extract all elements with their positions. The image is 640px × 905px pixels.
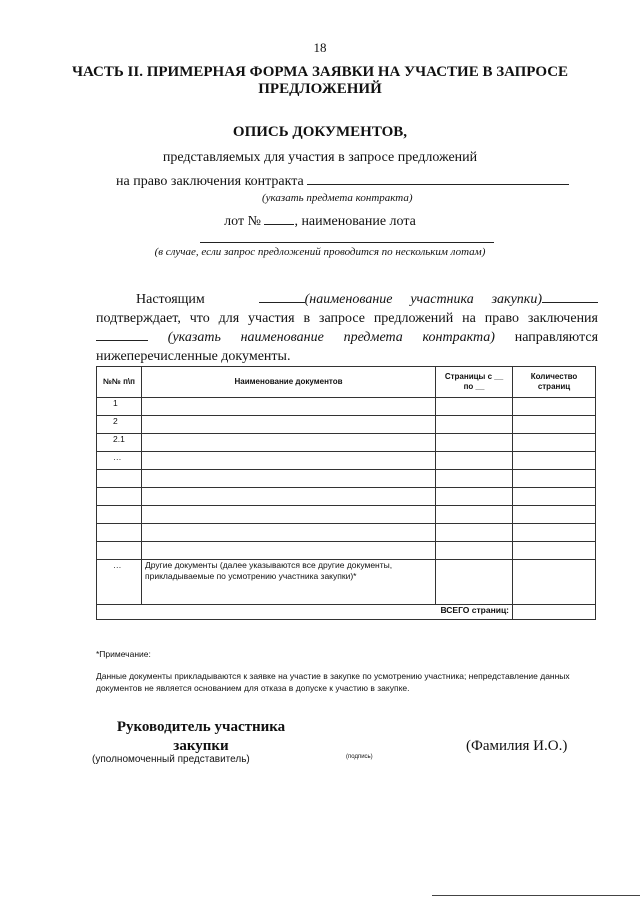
- contract-subject-blank[interactable]: [307, 172, 569, 185]
- doc-name-cell[interactable]: [142, 506, 436, 524]
- lot-line: [0, 212, 640, 230]
- lot-name-rule: [200, 242, 494, 243]
- table-row: [97, 542, 596, 560]
- part-title-line2: ПРЕДЛОЖЕНИЙ: [258, 81, 382, 97]
- pages-cell[interactable]: [436, 452, 513, 470]
- contract-line: [116, 172, 569, 190]
- doc-name-cell[interactable]: [142, 416, 436, 434]
- total-count-cell[interactable]: [513, 605, 596, 620]
- table-row: [97, 398, 596, 416]
- pages-cell[interactable]: [436, 488, 513, 506]
- pages-cell[interactable]: [436, 434, 513, 452]
- signatory-name: (Фамилия И.О.): [466, 738, 568, 754]
- table-row: [97, 452, 596, 470]
- col-header-number: №№ п\п: [97, 367, 142, 398]
- table-total-row: [97, 605, 596, 620]
- note-heading: *Примечание:: [96, 649, 151, 659]
- lot-prefix: лот №: [224, 214, 261, 229]
- part-title: [0, 64, 640, 98]
- document-title: ОПИСЬ ДОКУМЕНТОВ,: [232, 124, 408, 140]
- count-cell[interactable]: [513, 398, 596, 416]
- doc-name-cell[interactable]: [142, 524, 436, 542]
- total-label: ВСЕГО страниц:: [97, 605, 513, 620]
- confirmation-paragraph: [96, 290, 598, 366]
- row-number: [97, 524, 142, 542]
- other-documents-cell: Другие документы (далее указываются все другие документы, прикладываемые по усмотрению участника закупки)*: [142, 560, 436, 605]
- table-row-other-documents: [97, 560, 596, 605]
- documents-table: [96, 366, 596, 620]
- document-subtitle: представляемых для участия в запросе предложений: [162, 150, 478, 165]
- count-cell[interactable]: [513, 452, 596, 470]
- count-cell[interactable]: [513, 470, 596, 488]
- contract-prefix: на право заключения контракта: [116, 174, 304, 189]
- col-header-pages: Страницы с __ по __: [436, 367, 513, 398]
- doc-name-cell[interactable]: [142, 542, 436, 560]
- pages-cell[interactable]: [436, 506, 513, 524]
- doc-name-cell[interactable]: [142, 398, 436, 416]
- row-number: 2: [97, 416, 142, 434]
- bottom-rule: [432, 895, 640, 896]
- lot-number-blank[interactable]: [264, 212, 294, 225]
- table-row: [97, 488, 596, 506]
- signature-hint: (подпись): [346, 754, 373, 760]
- pages-cell[interactable]: [436, 470, 513, 488]
- row-number: 1: [97, 398, 142, 416]
- participant-blank[interactable]: [259, 290, 305, 303]
- col-header-count: Количество страниц: [513, 367, 596, 398]
- para-p3: подтверждает, что для участия в запросе предложений на право заключения: [96, 311, 598, 326]
- count-cell[interactable]: [513, 524, 596, 542]
- page-number: 18: [313, 40, 327, 55]
- row-number: [97, 488, 142, 506]
- signatory-title: Руководитель участника закупки: [116, 719, 286, 754]
- para-p2: (наименование участника закупки): [304, 292, 542, 307]
- count-cell[interactable]: [513, 488, 596, 506]
- count-cell[interactable]: [513, 416, 596, 434]
- participant-blank-end[interactable]: [542, 290, 598, 303]
- doc-name-cell[interactable]: [142, 488, 436, 506]
- note-text: Данные документы прикладываются к заявке на участие в закупке по усмотрению участника; непредставление данных документов не является основанием для отказа в допуске к участию в закупке.: [96, 671, 570, 693]
- row-number: [97, 506, 142, 524]
- signatory-subtitle: (уполномоченный представитель): [92, 754, 250, 765]
- table-row: [97, 524, 596, 542]
- pages-cell[interactable]: [436, 398, 513, 416]
- row-number: …: [97, 560, 142, 605]
- doc-name-cell[interactable]: [142, 452, 436, 470]
- doc-name-cell[interactable]: [142, 434, 436, 452]
- contract-hint: (указать предмета контракта): [262, 192, 413, 204]
- row-number: [97, 470, 142, 488]
- lot-hint: (в случае, если запрос предложений проводится по нескольким лотам): [154, 246, 486, 258]
- table-header-row: [97, 367, 596, 398]
- para-p5: направляются нижеперечисленные документы.: [96, 330, 599, 364]
- part-title-line1: ЧАСТЬ II. ПРИМЕРНАЯ ФОРМА ЗАЯВКИ НА УЧАСТИЕ В ЗАПРОСЕ: [71, 64, 569, 80]
- contract-subject-blank-2[interactable]: [96, 328, 148, 341]
- pages-cell[interactable]: [436, 524, 513, 542]
- doc-name-cell[interactable]: [142, 470, 436, 488]
- row-number: [97, 542, 142, 560]
- table-row: [97, 434, 596, 452]
- row-number: …: [97, 452, 142, 470]
- col-header-name: Наименование документов: [142, 367, 436, 398]
- para-p4: (указать наименование предмета контракта): [167, 330, 495, 345]
- count-cell[interactable]: [513, 560, 596, 605]
- pages-cell[interactable]: [436, 542, 513, 560]
- table-row: [97, 470, 596, 488]
- para-p1: Настоящим: [136, 292, 205, 307]
- count-cell[interactable]: [513, 506, 596, 524]
- pages-cell[interactable]: [436, 416, 513, 434]
- count-cell[interactable]: [513, 542, 596, 560]
- pages-cell[interactable]: [436, 560, 513, 605]
- lot-suffix: , наименование лота: [294, 214, 416, 229]
- table-row: [97, 416, 596, 434]
- row-number: 2.1: [97, 434, 142, 452]
- count-cell[interactable]: [513, 434, 596, 452]
- table-row: [97, 506, 596, 524]
